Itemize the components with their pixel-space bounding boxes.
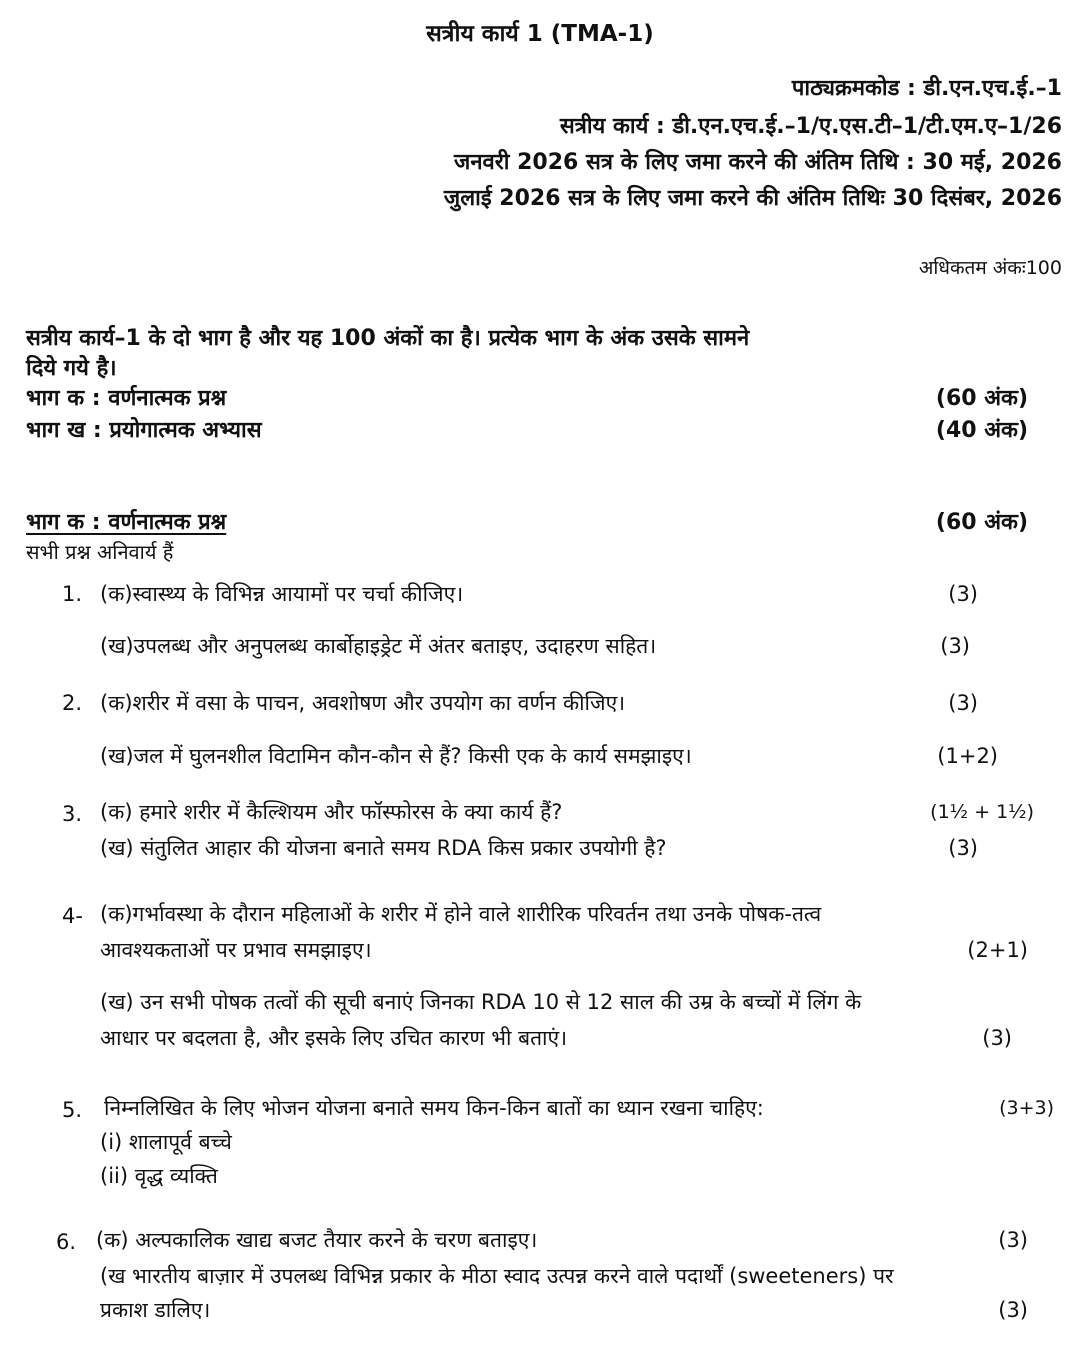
question-marks: (3) (940, 634, 970, 658)
course-code: पाठ्यक्रमकोड : डी.एन.एच.ई.–1 (791, 76, 1062, 101)
july-deadline: जुलाई 2026 सत्र के लिए जमा करने की अंतिम तिथिः 30 दिसंबर, 2026 (443, 186, 1062, 211)
question-subitem: (i) शालापूर्व बच्चे (100, 1130, 232, 1154)
question-marks: (3) (998, 1298, 1028, 1322)
assignment-code: सत्रीय कार्य : डी.एन.एच.ई.–1/ए.एस.टी–1/टी.एम.ए–1/26 (559, 114, 1062, 139)
part-b-label: भाग ख : प्रयोगात्मक अभ्यास (26, 418, 262, 443)
question-text: (क)गर्भावस्था के दौरान महिलाओं के शरीर में होने वाले शारीरिक परिवर्तन तथा उनके पोषक-तत्व (100, 902, 822, 926)
question-marks: (3) (998, 1228, 1028, 1252)
question-text: (क)स्वास्थ्य के विभिन्न आयामों पर चर्चा कीजिए। (100, 582, 464, 606)
question-marks: (3) (982, 1026, 1012, 1050)
question-number: 3. (62, 802, 83, 826)
question-number: 6. (56, 1230, 77, 1254)
question-subitem: (ii) वृद्ध व्यक्ति (100, 1164, 218, 1188)
question-text: (ख) उन सभी पोषक तत्वों की सूची बनाएं जिनका RDA 10 से 12 साल की उम्र के बच्चों में लिंग के (100, 990, 862, 1014)
part-a-label: भाग क : वर्णनात्मक प्रश्न (26, 386, 227, 411)
question-marks: (1+2) (937, 744, 998, 768)
question-text: (क)शरीर में वसा के पाचन, अवशोषण और उपयोग का वर्णन कीजिए। (100, 691, 626, 715)
question-text: (क) हमारे शरीर में कैल्शियम और फॉस्फोरस के क्या कार्य हैं? (100, 800, 563, 824)
question-marks: (1½ + 1½) (930, 801, 1034, 823)
question-text-cont: आधार पर बदलता है, और इसके लिए उचित कारण भी बताएं। (100, 1026, 568, 1050)
question-text-cont: आवश्यकताओं पर प्रभाव समझाइए। (100, 938, 372, 962)
question-text: (ख) संतुलित आहार की योजना बनाते समय RDA किस प्रकार उपयोगी है? (100, 836, 667, 860)
section-a-heading: भाग क : वर्णनात्मक प्रश्न (26, 510, 227, 535)
part-a-marks: (60 अंक) (935, 386, 1028, 411)
question-number: 5. (62, 1098, 83, 1122)
part-b-marks: (40 अंक) (935, 418, 1028, 443)
question-marks: (3) (948, 691, 978, 715)
question-marks: (2+1) (967, 938, 1028, 962)
january-deadline: जनवरी 2026 सत्र के लिए जमा करने की अंतिम तिथि : 30 मई, 2026 (454, 150, 1062, 175)
question-text: (क) अल्पकालिक खाद्य बजट तैयार करने के चरण बताइए। (96, 1228, 538, 1252)
question-text-cont: प्रकाश डालिए। (100, 1298, 211, 1322)
question-marks: (3+3) (999, 1097, 1054, 1119)
max-marks: अधिकतम अंकः100 (918, 257, 1062, 279)
question-marks: (3) (948, 582, 978, 606)
question-number: 2. (62, 691, 83, 715)
question-marks: (3) (948, 836, 978, 860)
question-number: 4- (62, 904, 83, 928)
intro-line-2: दिये गये है। (26, 356, 117, 381)
question-text: (ख भारतीय बाज़ार में उपलब्ध विभिन्न प्रकार के मीठा स्वाद उत्पन्न करने वाले पदार्थों (sweeteners) पर (100, 1264, 894, 1288)
question-text: निम्नलिखित के लिए भोजन योजना बनाते समय किन-किन बातों का ध्यान रखना चाहिए: (104, 1096, 764, 1120)
section-a-instruction: सभी प्रश्न अनिवार्य हैं (26, 540, 174, 564)
intro-line-1: सत्रीय कार्य–1 के दो भाग है और यह 100 अंकों का है। प्रत्येक भाग के अंक उसके सामने (26, 326, 750, 351)
page-title: सत्रीय कार्य 1 (TMA-1) (426, 21, 654, 47)
question-text: (ख)उपलब्ध और अनुपलब्ध कार्बोहाइड्रेट में अंतर बताइए, उदाहरण सहित। (100, 634, 657, 658)
question-number: 1. (62, 582, 83, 606)
question-text: (ख)जल में घुलनशील विटामिन कौन-कौन से हैं? किसी एक के कार्य समझाइए। (100, 744, 692, 768)
section-a-marks: (60 अंक) (935, 510, 1028, 535)
